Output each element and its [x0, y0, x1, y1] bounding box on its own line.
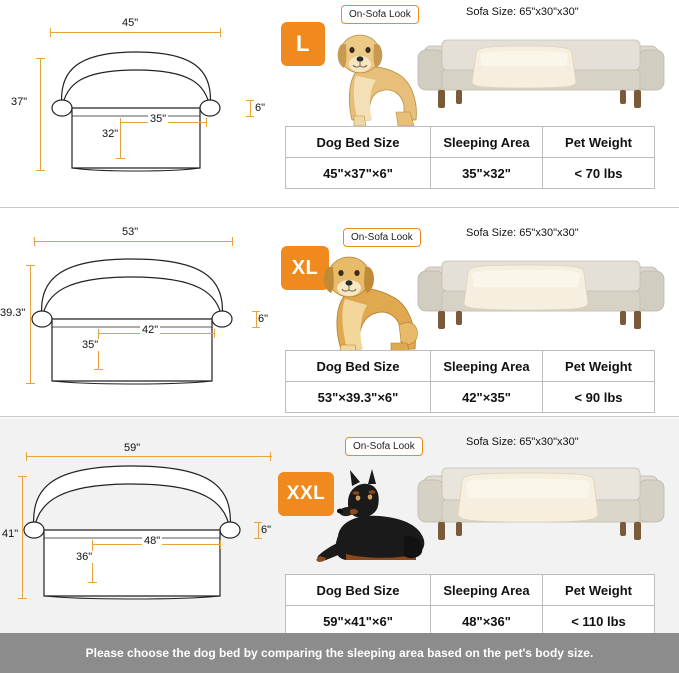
dim-tick-sd-xl — [94, 369, 103, 370]
size-badge-xl: XL — [281, 246, 329, 290]
sofa-size-label-xl: Sofa Size: 65"x30"x30" — [466, 227, 579, 239]
dim-tick-sd-l — [116, 158, 125, 159]
header-pet-weight: Pet Weight — [543, 351, 655, 382]
spec-table-l — [285, 126, 655, 189]
dim-bolster-xxl: 6" — [261, 524, 272, 536]
on-sofa-label-xl: On-Sofa Look — [343, 228, 421, 247]
dim-sleep-depth-l: 32" — [102, 128, 119, 140]
on-sofa-label-xxl: On-Sofa Look — [345, 437, 423, 456]
header-bed-size: Dog Bed Size — [286, 127, 431, 158]
dim-width-xxl: 59" — [124, 442, 141, 454]
dim-line-width-l — [50, 32, 220, 33]
dog-image-xl — [305, 245, 425, 357]
bed-diagram-xxl — [0, 418, 272, 626]
value-pet-weight: < 110 lbs — [543, 606, 655, 634]
sofa-size-label-xxl: Sofa Size: 65"x30"x30" — [466, 436, 579, 448]
header-sleeping-area: Sleeping Area — [431, 575, 543, 606]
dim-sleep-depth-xl: 35" — [82, 339, 99, 351]
value-bed-size: 45"×37"×6" — [286, 158, 431, 189]
dim-width-l: 45" — [122, 17, 139, 29]
dog-image-xxl — [300, 466, 430, 576]
table-row — [286, 382, 655, 413]
dim-tick-b1-l — [246, 100, 254, 101]
header-sleeping-area: Sleeping Area — [431, 351, 543, 382]
sofa-image-xl — [416, 247, 666, 337]
value-sleeping-area: 48"×36" — [431, 606, 543, 634]
spec-table-xl — [285, 350, 655, 413]
dim-line-bolster-xl — [256, 311, 257, 327]
dim-bolster-l: 6" — [255, 102, 266, 114]
dim-line-sleepd-l — [120, 122, 121, 158]
dim-tick-b1-xxl — [254, 522, 262, 523]
dim-line-sleepd-xxl — [92, 544, 93, 582]
dim-tick-left-xxl — [26, 452, 27, 461]
dim-line-height-l — [40, 58, 41, 170]
value-sleeping-area: 42"×35" — [431, 382, 543, 413]
table-header-row — [286, 351, 655, 382]
header-sleeping-area: Sleeping Area — [431, 127, 543, 158]
dim-tick-left-xl — [34, 237, 35, 246]
dim-tick-b2-xxl — [254, 538, 262, 539]
dim-tick-b1-xl — [252, 311, 260, 312]
dim-tick-sd-xxl — [88, 582, 97, 583]
size-badge-l: L — [281, 22, 325, 66]
dim-tick-sw2-l — [206, 118, 207, 127]
dim-line-width-xl — [34, 241, 232, 242]
value-bed-size: 53"×39.3"×6" — [286, 382, 431, 413]
sofa-image-l — [416, 26, 666, 116]
dim-height-xxl: 41" — [2, 528, 19, 540]
on-sofa-label-l: On-Sofa Look — [341, 5, 419, 24]
table-row — [286, 606, 655, 634]
header-pet-weight: Pet Weight — [543, 575, 655, 606]
dim-tick-left-l — [50, 28, 51, 37]
dim-tick-bot-xl — [26, 383, 35, 384]
bed-diagram-xl — [0, 209, 272, 417]
sofa-size-label-l: Sofa Size: 65"x30"x30" — [466, 6, 579, 18]
dim-line-bolster-l — [250, 100, 251, 116]
dim-tick-top-l — [36, 58, 45, 59]
dog-image-l — [318, 20, 423, 132]
dim-bolster-xl: 6" — [258, 313, 269, 325]
value-pet-weight: < 70 lbs — [543, 158, 655, 189]
header-bed-size: Dog Bed Size — [286, 575, 431, 606]
spec-table-xxl — [285, 574, 655, 633]
table-header-row — [286, 575, 655, 606]
footer-note: Please choose the dog bed by comparing the sleeping area based on the pet's body size. — [0, 633, 679, 673]
table-row — [286, 158, 655, 189]
dim-tick-sw2-xxl — [220, 540, 221, 549]
dim-line-width-xxl — [26, 456, 272, 457]
dim-sleep-width-l: 35" — [150, 113, 167, 125]
dim-sleep-width-xl: 42" — [142, 324, 159, 336]
dim-width-xl: 53" — [122, 226, 139, 238]
dim-tick-b2-xl — [252, 327, 260, 328]
dim-tick-sw2-xl — [214, 329, 215, 338]
sofa-image-xxl — [416, 456, 666, 551]
dim-tick-top-xl — [26, 265, 35, 266]
size-row-xl — [0, 209, 679, 417]
dim-height-l: 37" — [11, 96, 28, 108]
dim-tick-top-xxl — [18, 476, 27, 477]
table-header-row — [286, 127, 655, 158]
dim-tick-right-l — [220, 28, 221, 37]
size-row-xxl — [0, 418, 679, 633]
dim-line-height-xxl — [22, 476, 23, 598]
size-badge-xxl: XXL — [278, 472, 334, 516]
value-pet-weight: < 90 lbs — [543, 382, 655, 413]
dim-sleep-depth-xxl: 36" — [76, 551, 93, 563]
header-bed-size: Dog Bed Size — [286, 351, 431, 382]
value-bed-size: 59"×41"×6" — [286, 606, 431, 634]
dim-tick-b2-l — [246, 116, 254, 117]
dim-tick-bot-l — [36, 170, 45, 171]
dim-tick-bot-xxl — [18, 598, 27, 599]
dim-sleep-width-xxl: 48" — [144, 535, 161, 547]
value-sleeping-area: 35"×32" — [431, 158, 543, 189]
header-pet-weight: Pet Weight — [543, 127, 655, 158]
bed-diagram-l — [0, 0, 272, 208]
size-row-l — [0, 0, 679, 208]
dim-tick-right-xl — [232, 237, 233, 246]
dim-line-height-xl — [30, 265, 31, 383]
dim-height-xl: 39.3" — [0, 307, 26, 319]
dim-tick-right-xxl — [270, 452, 271, 461]
